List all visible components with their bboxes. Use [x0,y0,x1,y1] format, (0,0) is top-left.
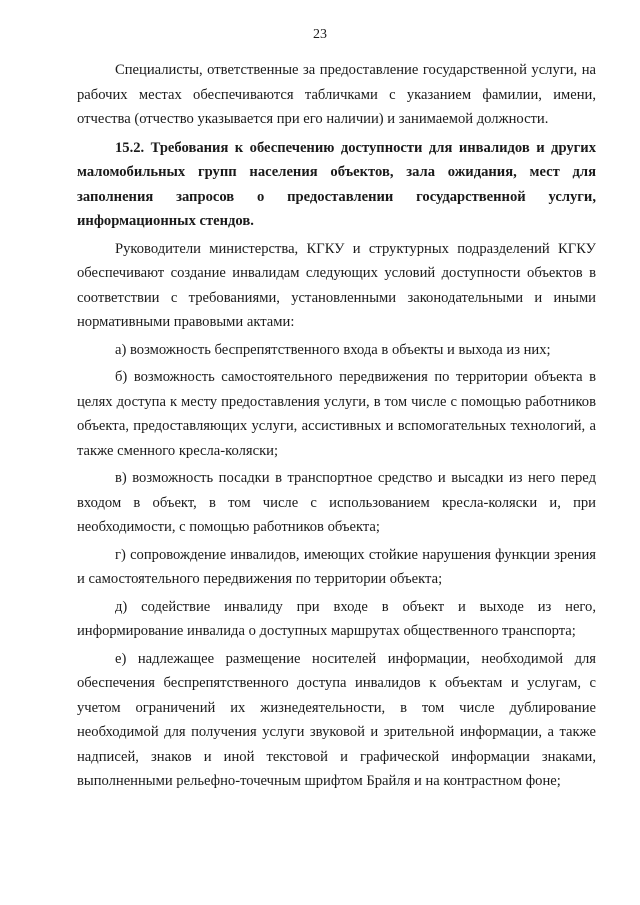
list-item-a: а) возможность беспрепятственного входа в объекты и выхода из них; [115,341,551,358]
list-item-g: г) сопровождение инвалидов, имеющих стойкие нарушения функции зрения и самостоятельного передвижения по территории объекта; [77,546,596,587]
page-number: 23 [313,27,327,42]
document-body [77,58,596,794]
lead-paragraph: Руководители министерства, КГКУ и структурных подразделений КГКУ обеспечивают создание инвалидам следующих условий доступности объектов в соответствии с требованиями, установленными законодательными и иными нормативными правовыми актами: [77,240,596,330]
intro-paragraph: Специалисты, ответственные за предоставление государственной услуги, на рабочих местах обеспечиваются табличками с указанием фамилии, имени, отчества (отчество указывается при его наличии) и занимаемой должности. [77,62,596,127]
list-item-b: б) возможность самостоятельного передвижения по территории объекта в целях доступа к месту предоставления услуги, в том числе с помощью работников объекта, предоставляющих услуги, ассистивных и вспомогательных технологий, а также сменного кресла-коляски; [77,369,596,459]
list-item-v: в) возможность посадки в транспортное средство и высадки из него перед входом в объект, в том числе с использованием кресла-коляски и, при необходимости, с помощью работников объекта; [77,470,596,535]
list-item-e: е) надлежащее размещение носителей информации, необходимой для обеспечения беспрепятственного доступа инвалидов к объектам и услугам, с учетом ограничений их жизнедеятельности, в том числе дублирование необходимой для получения услуги звуковой и зрительной информации, а также надписей, знаков и иной текстовой и графической информации знаками, выполненными рельефно-точечным шрифтом Брайля и на контрастном фоне; [77,650,596,789]
list-item-d: д) содействие инвалиду при входе в объект и выходе из него, информирование инвалида о доступных маршрутах общественного транспорта; [77,598,596,639]
section-heading: 15.2. Требования к обеспечению доступности для инвалидов и других маломобильных групп населения объектов, зала ожидания, мест для заполнения запросов о предоставлении государственной услуги, информационных стендов. [77,139,596,229]
